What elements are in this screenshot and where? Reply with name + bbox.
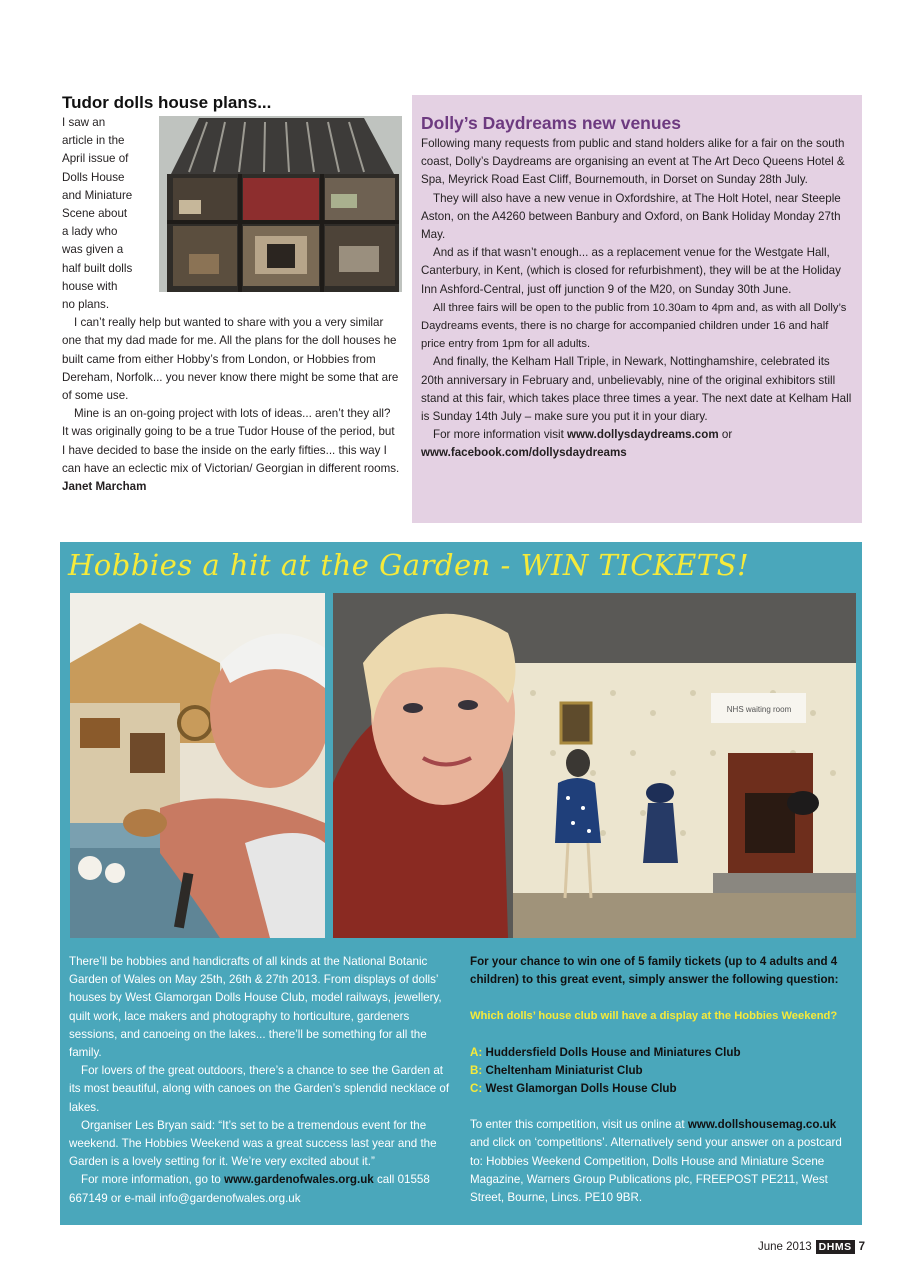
competition-entry-instructions [470,1116,856,1207]
dollys-paragraph-6 [421,426,852,444]
dollys-title: Dolly’s Daydreams new venues [421,113,682,133]
hobbies-paragraph-2: For lovers of the great outdoors, there’s a chance to see the Garden at its most beautiful, along with canoes on the Garden’s splendid necklace of lakes. [69,1064,450,1114]
tudor-title: Tudor dolls house plans... [62,93,272,112]
tudor-paragraph-1-line: Dolls House [62,170,125,184]
page-footer [758,1240,865,1254]
tudor-paragraph-1-line: article in the [62,134,125,148]
hobbies-article-text [69,953,453,1208]
dollys-paragraph-5: And finally, the Kelham Hall Triple, in Newark, Nottinghamshire, celebrated its 20th anniversary in February and, unbelievably, nine of the original exhibitors still stand at this fair, which takes place three times a year. The next date at Kelham Hall is Sunday 14th July – make sure you put it in your diary. [421,355,852,424]
page-number: 7 [858,1241,865,1253]
hobbies-info-prefix: For more information, go to [81,1173,225,1187]
hobbies-paragraph-1: There’ll be hobbies and handicrafts of all kinds at the National Botanic Garden of Wales on May 25th, 26th & 27th 2013. From displays of dolls’ houses by West Glamorgan Dolls House Club, model railways, jewellery, quilt work, lace makers and photography to horticulture, gardeners sessions, and canoeing on the lakes... there’ll be something for all the family. [69,955,442,1060]
tudor-paragraph-1-line: April issue of [62,152,129,166]
tudor-paragraph-1-line: half built dolls [62,261,133,275]
garden-of-wales-link[interactable]: www.gardenofwales.org.uk [224,1173,374,1187]
answer-option-b[interactable] [470,1062,856,1080]
answer-letter-c: C: [470,1082,483,1096]
tudor-paragraph-1-line: a lady who [62,225,118,239]
dollys-body [421,135,852,463]
dollys-paragraph-2: They will also have a new venue in Oxfordshire, at The Holt Hotel, near Steeple Aston, on the A4260 between Banbury and Oxford, on Bank Holiday Monday 27th May. [421,191,841,242]
tudor-article [62,92,400,496]
dolls-house-photo [159,116,402,292]
hobbies-info-suffix: call 01558 667149 or e-mail info@gardenofwales.org.uk [69,1173,430,1205]
hobbies-paragraph-3: Organiser Les Bryan said: “It’s set to be a tremendous event for the weekend. The Hobbies Weekend was a great success last year and the Garden is a lovely setting for it. We’re very excited about it.” [69,1118,437,1169]
dollys-paragraph-3: And as if that wasn’t enough... as a replacement venue for the Westgate Hall, Canterbury, in Kent, (which is closed for refurbishment), they will be at the Holiday Inn Ashford-Central, just off junction 9 of the M20, on Sunday 30th June. [421,246,841,296]
issue-date: June 2013 [757,1241,812,1253]
hobbies-title: Hobbies a hit at the Garden - WIN TICKETS! [68,548,750,582]
tudor-paragraph-1-line: house with [62,279,118,293]
competition-question: Which dolls’ house club will have a display at the Hobbies Weekend? [470,1010,838,1023]
entry-suffix: and click on ‘competitions’. Alternatively send your answer on a postcard to: Hobbies Weekend Competition, Dolls House and Miniature Scene Magazine, Warners Group Publications plc, FREEPOST PE211, West Street, Bourne, Lincs. PE10 9BR. [470,1136,842,1205]
man-with-miniature-photo [70,593,325,938]
dollshousemag-link[interactable]: www.dollshousemag.co.uk [687,1118,837,1132]
answer-text-c: West Glamorgan Dolls House Club [485,1082,677,1096]
magazine-logo: DHMS [816,1240,855,1254]
competition-intro: For your chance to win one of 5 family tickets (up to 4 adults and 4 children) to this great event, simply answer the following question: [470,955,839,987]
tudor-paragraph-1-line: Scene about [62,207,128,221]
answer-option-a[interactable] [470,1044,856,1062]
tudor-paragraph-3: Mine is an on-going project with lots of ideas... aren’t they all? It was originally going to be a true Tudor House of the period, but I have decided to base the inside on the early fifties... this way I can have an eclectic mix of Victorian/ Georgian in different rooms. [62,407,400,475]
dollys-paragraph-1: Following many requests from public and stand holders alike for a fair on the south coast, Dolly’s Daydreams are organising an event at The Art Deco Queens Hotel & Spa, Meyrick Road East Cliff, Bournemouth, in Dorset on Sunday 28th July. [421,137,845,187]
answer-letter-b: B: [470,1063,483,1077]
photo-sign-text: NHS waiting room [726,705,792,714]
dollys-info-or: or [718,428,733,442]
tudor-paragraph-1-line: I saw an [62,116,106,129]
answer-letter-a: A: [470,1045,483,1059]
dollys-daydreams-box [412,95,862,523]
dollys-info-prefix: For more information visit [433,428,568,442]
competition-text [470,953,856,1207]
tudor-paragraph-1-line: and Miniature [62,188,133,202]
woman-with-dolls-house-photo [333,593,856,938]
tudor-signoff: Janet Marcham [62,480,147,494]
answer-text-a: Huddersfield Dolls House and Miniatures Club [485,1045,741,1059]
tudor-paragraph-2: I can’t really help but wanted to share with you a very similar one that my dad made for me. All the plans for the doll houses he built came from either Hobby’s from London, or Hobbies from Dereham, Norfolk... you never know there might be some that are of some use. [62,316,399,403]
dollys-paragraph-7 [421,444,852,462]
dollys-paragraph-4: All three fairs will be open to the public from 10.30am to 4pm and, as with all Dolly’s Daydreams events, there is no charge for accompanied children under 16 and half price entry from 1pm for all adults. [421,301,847,351]
hobbies-competition-panel [60,542,862,1225]
entry-prefix: To enter this competition, visit us online at [470,1118,688,1132]
answer-text-b: Cheltenham Miniaturist Club [485,1063,643,1077]
tudor-paragraph-1-line: no plans. [62,298,110,312]
hobbies-paragraph-4 [69,1171,453,1207]
tudor-body [62,114,400,496]
dollys-facebook-link[interactable]: www.facebook.com/dollysdaydreams [421,446,627,460]
tudor-paragraph-1-line: was given a [62,243,124,257]
answer-option-c[interactable] [470,1080,856,1098]
dollys-website-link[interactable]: www.dollysdaydreams.com [567,428,719,442]
